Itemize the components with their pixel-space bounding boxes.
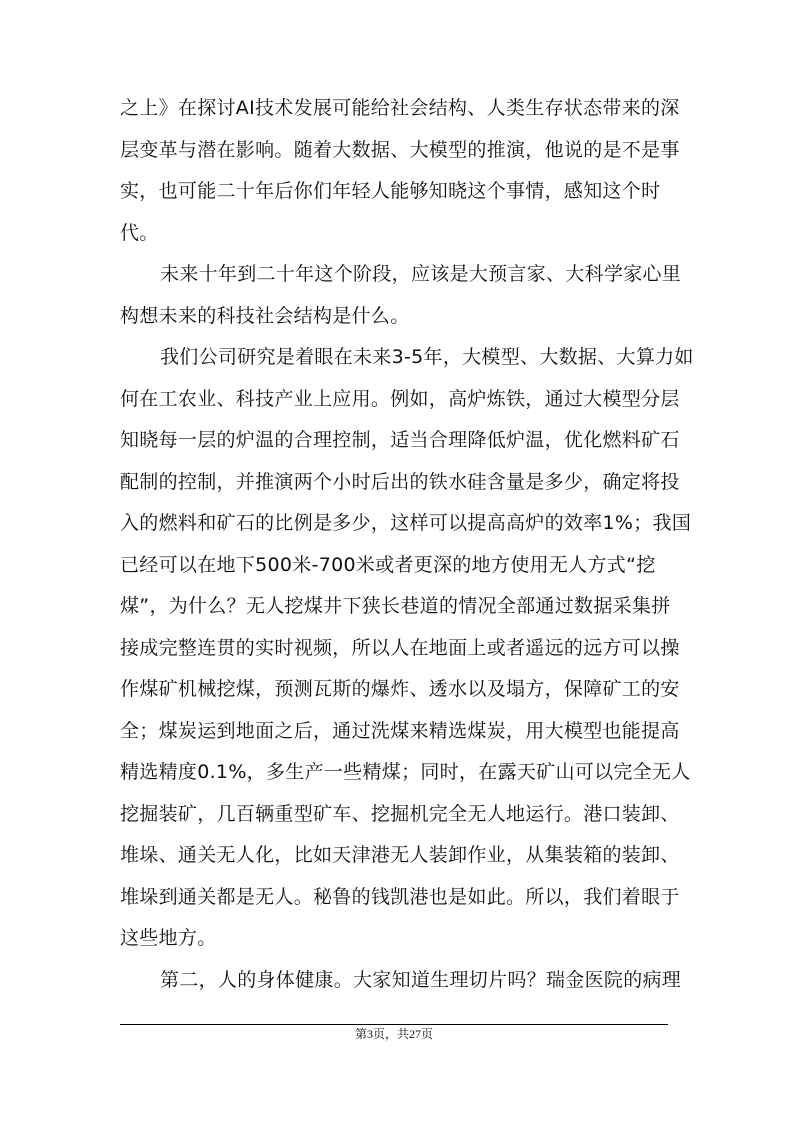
text-line: 煤”，为什么？无人挖煤井下狭长巷道的情况全部通过数据采集拼 bbox=[120, 595, 671, 617]
paragraph-first-line: 第二，人的身体健康。大家知道生理切片吗？瑞金医院的病理 bbox=[160, 968, 682, 991]
page-number-footer: 第3页，共27页 bbox=[354, 1027, 433, 1041]
text-line: 这些地方。 bbox=[120, 927, 217, 949]
text-line: 代。 bbox=[120, 221, 159, 244]
text-line: 之上》在探讨AI技术发展可能给社会结构、人类生存状态带来的深 bbox=[120, 97, 680, 119]
text-line: 何在工农业、科技产业上应用。例如，高炉炼铁，通过大模型分层 bbox=[120, 387, 680, 410]
text-line: 全；煤炭运到地面之后，通过洗煤来精选煤炭，用大模型也能提高 bbox=[120, 719, 680, 742]
text-line: 构想未来的科技社会结构是什么。 bbox=[120, 304, 410, 327]
paragraph-first-line: 未来十年到二十年这个阶段，应该是大预言家、大科学家心里 bbox=[160, 263, 682, 285]
text-line: 入的燃料和矿石的比例是多少，这样可以提高高炉的效率1%；我国 bbox=[120, 512, 692, 534]
text-line: 精选精度0.1%，多生产一些精煤；同时，在露天矿山可以完全无人 bbox=[120, 761, 691, 783]
footer-divider bbox=[120, 1024, 668, 1025]
text-line: 堆垛到通关都是无人。秘鲁的钱凯港也是如此。所以，我们着眼于 bbox=[120, 885, 680, 908]
text-line: 配制的控制，并推演两个小时后出的铁水硅含量是多少，确定将投 bbox=[120, 470, 680, 493]
text-line: 挖掘装矿，几百辆重型矿车、挖掘机完全无人地运行。港口装卸、 bbox=[120, 802, 680, 825]
text-line: 堆垛、通关无人化，比如天津港无人装卸作业，从集装箱的装卸、 bbox=[120, 844, 680, 866]
paragraph-first-line: 我们公司研究是着眼在未来3-5年，大模型、大数据、大算力如 bbox=[160, 346, 694, 368]
text-line: 层变革与潜在影响。随着大数据、大模型的推演，他说的是不是事 bbox=[120, 138, 680, 161]
text-line: 已经可以在地下500米-700米或者更深的地方使用无人方式“挖 bbox=[120, 553, 656, 576]
text-line: 接成完整连贯的实时视频，所以人在地面上或者遥远的远方可以操 bbox=[120, 636, 680, 659]
text-line: 知晓每一层的炉温的合理控制，适当合理降低炉温，优化燃料矿石 bbox=[120, 429, 680, 451]
text-line: 作煤矿机械挖煤，预测瓦斯的爆炸、透水以及塌方，保障矿工的安 bbox=[120, 678, 680, 700]
text-line: 实，也可能二十年后你们年轻人能够知晓这个事情，感知这个时 bbox=[120, 180, 661, 202]
